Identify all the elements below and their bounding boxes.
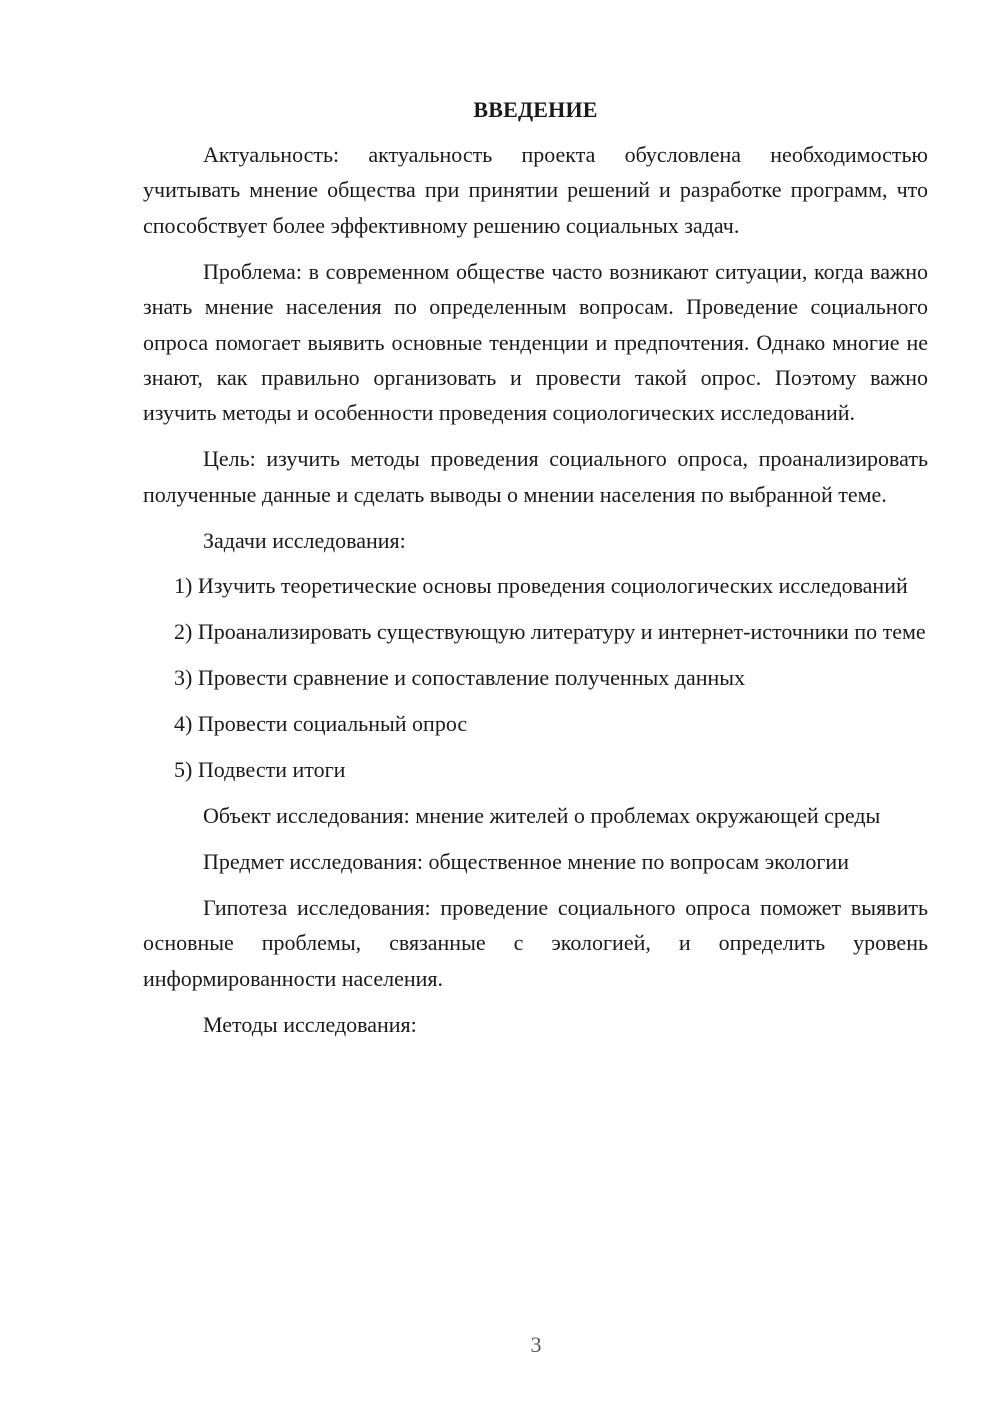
task-item-1: 1) Изучить теоретические основы проведения социологических исследований (174, 573, 908, 599)
task-item-4: 4) Провести социальный опрос (174, 711, 468, 737)
section-heading: ВВЕДЕНИЕ (473, 97, 598, 122)
paragraph-tasks-heading: Задачи исследования: (203, 527, 406, 553)
paragraph-methods: Методы исследования: (203, 1011, 417, 1037)
task-item-5: 5) Подвести итоги (174, 757, 346, 783)
paragraph-goal: Цель: изучить методы проведения социального опроса, проанализировать полученные данные и сделать выводы о мнении населения по выбранной теме. (143, 446, 928, 507)
task-item-3: 3) Провести сравнение и сопоставление полученных данных (174, 665, 746, 691)
paragraph-problem: Проблема: в современном обществе часто возникают ситуации, когда важно знать мнение населения по определенным вопросам. Проведение социального опроса помогает выявить основные тенденции и предпочтения. Однако многие не знают, как правильно организовать и провести такой опрос. Поэтому важно изучить методы и особенности проведения социологических исследований. (143, 258, 928, 426)
paragraph-relevance: Актуальность: актуальность проекта обусловлена необходимостью учитывать мнение общества при принятии решений и разработке программ, что способствует более эффективному решению социальных задач. (143, 142, 928, 238)
paragraph-subject: Предмет исследования: общественное мнение по вопросам экологии (203, 848, 849, 874)
document-body (143, 92, 928, 1052)
paragraph-hypothesis: Гипотеза исследования: проведение социального опроса поможет выявить основные проблемы, связанные с экологией, и определить уровень информированности населения. (143, 894, 928, 991)
paragraph-object: Объект исследования: мнение жителей о проблемах окружающей среды (203, 803, 881, 828)
page-number: 3 (530, 1332, 542, 1357)
task-item-2: 2) Проанализировать существующую литературу и интернет-источники по теме (174, 619, 926, 645)
